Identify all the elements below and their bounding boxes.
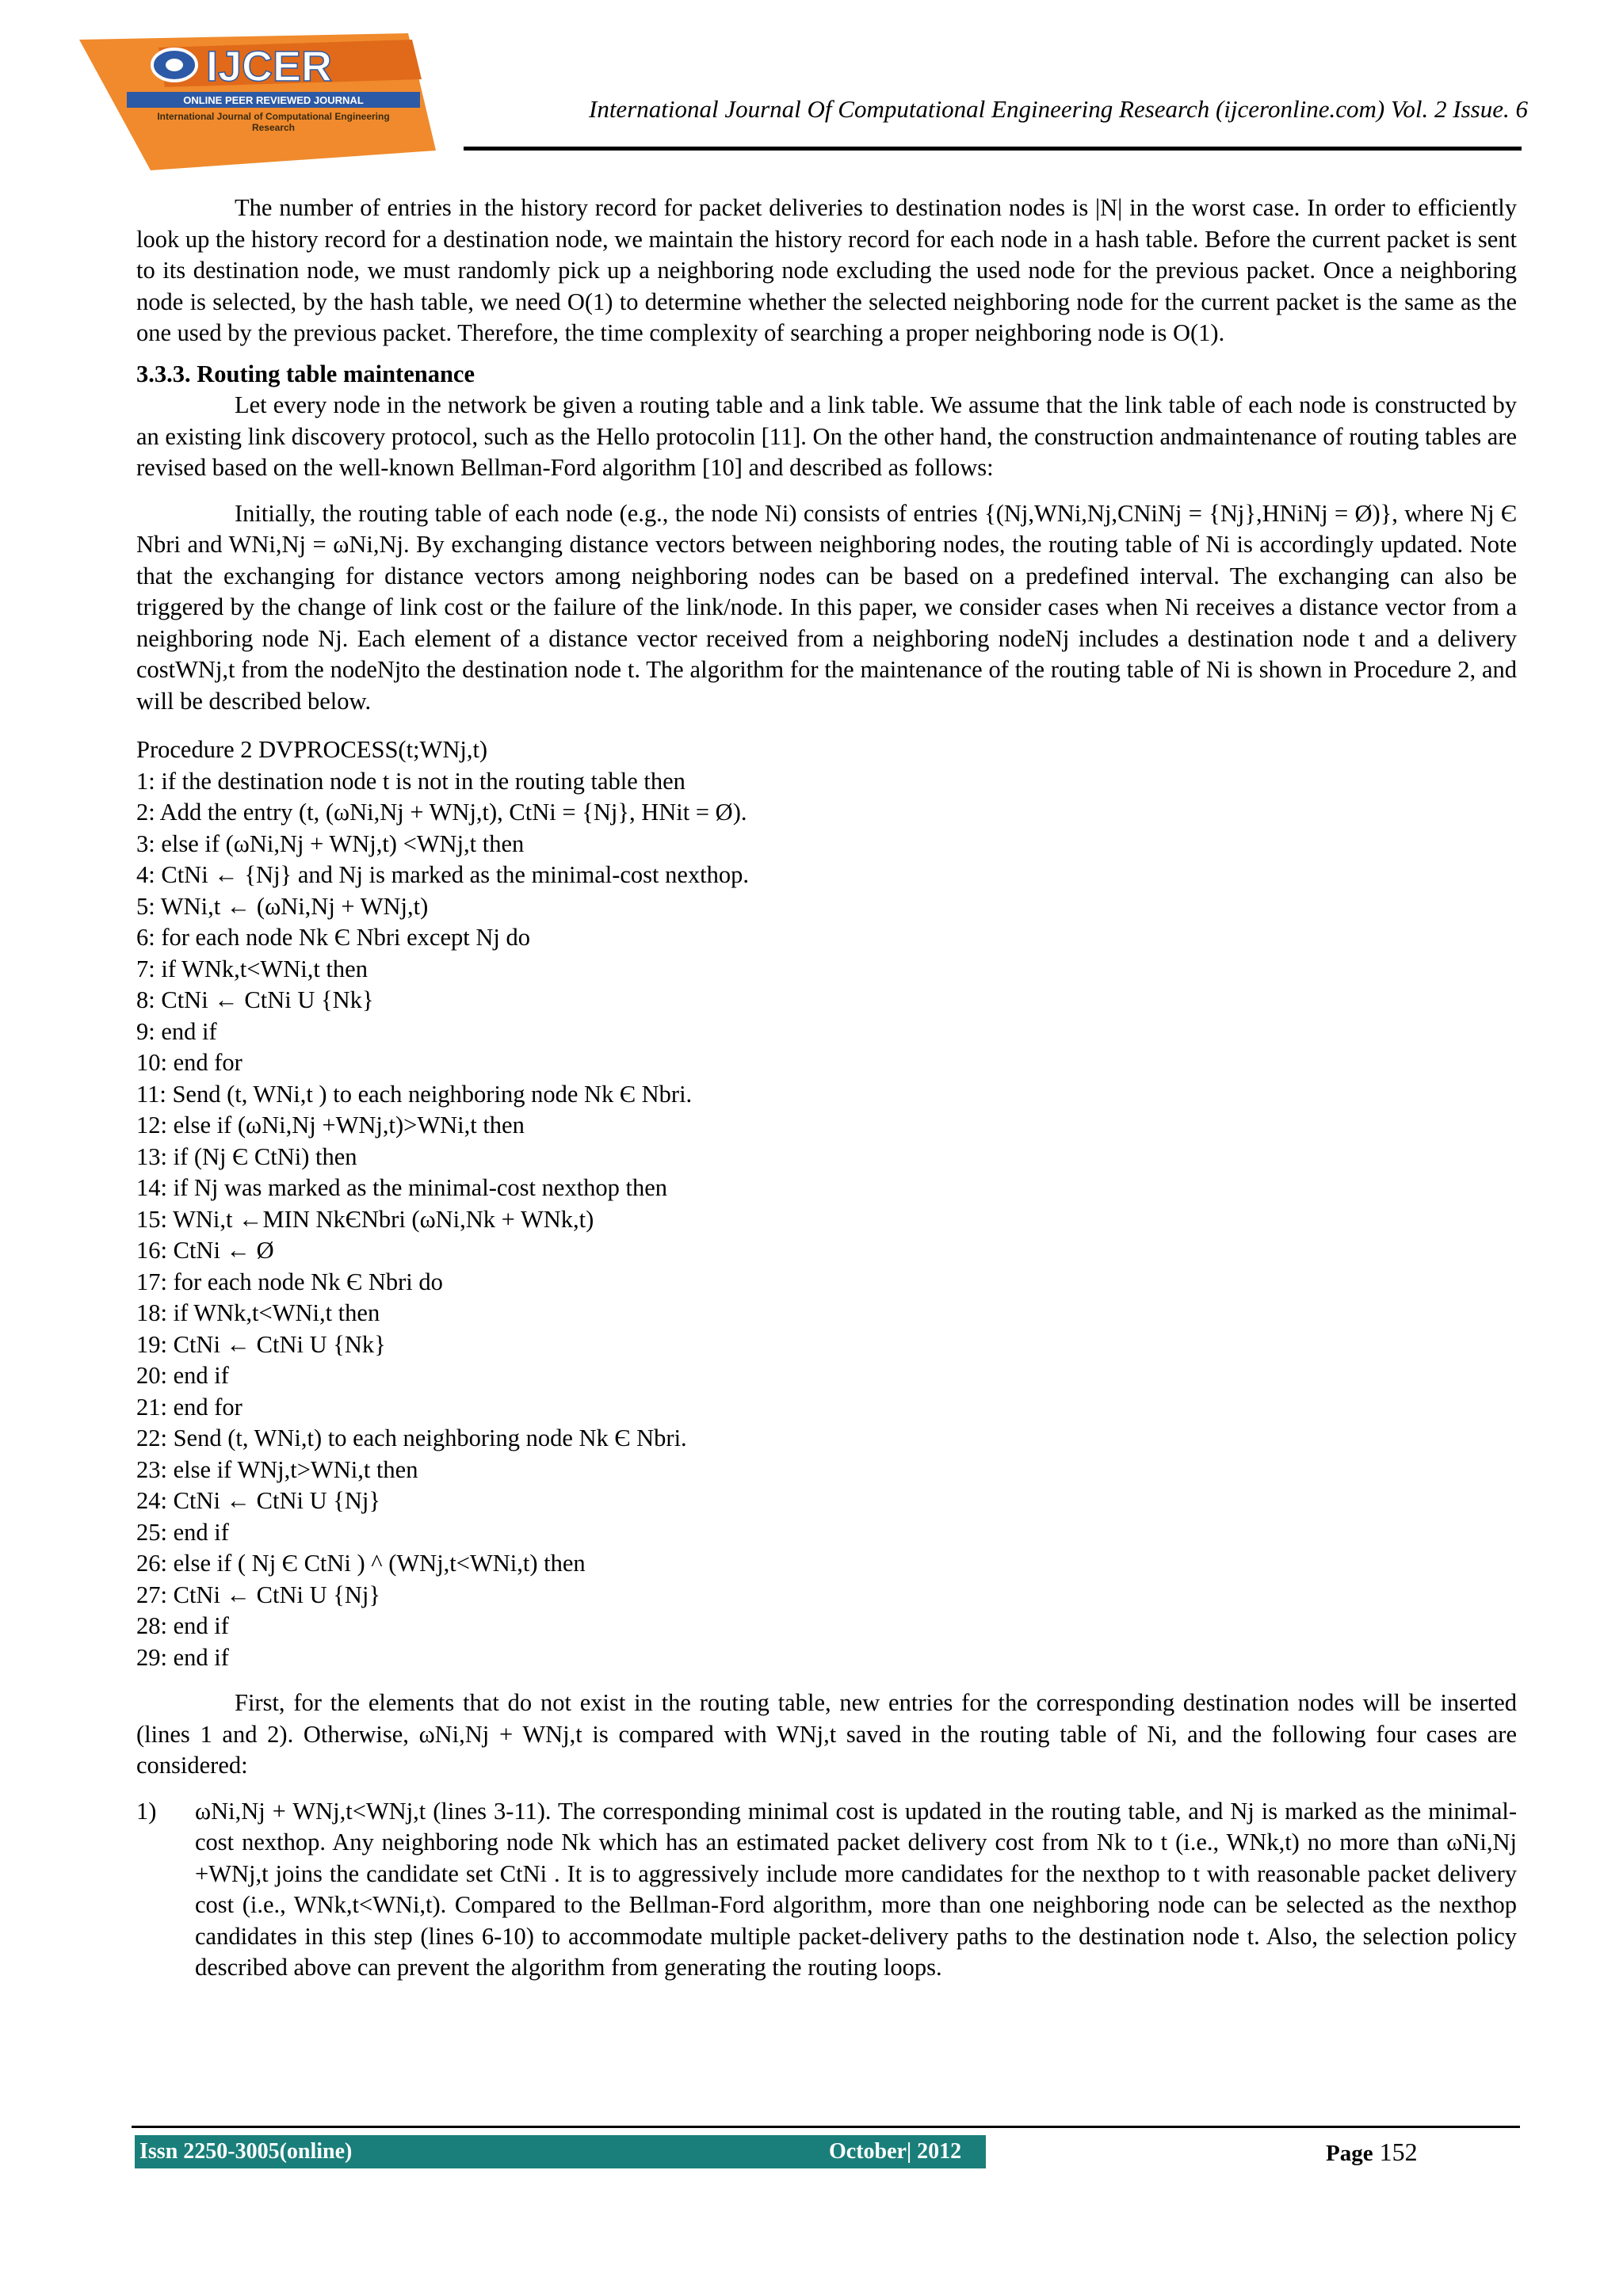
procedure-line: 1: if the destination node t is not in the routing table then	[136, 767, 685, 795]
procedure-line: 16: CtNi ← Ø	[136, 1237, 274, 1264]
procedure-line: 17: for each node Nk Є Nbri do	[136, 1268, 443, 1295]
procedure-line: 8: CtNi ← CtNi U {Nk}	[136, 986, 374, 1013]
footer-page-label: Page	[1326, 2141, 1373, 2166]
journal-logo	[79, 32, 436, 170]
page-body	[136, 193, 1517, 1984]
list-item-text: ωNi,Nj + WNj,t<WNj,t (lines 3-11). The corresponding minimal cost is updated in the routing table, and Nj is marked as the minimal-cost nexthop. Any neighboring node Nk which has an estimated packet delivery cost from Nk to t (i.e., WNk,t) no more than ωNi,Nj +WNj,t joins the candidate set CtNi . It is to aggressively include more candidates for the nexthop to t with reasonable packet delivery cost (i.e., WNk,t<WNi,t). Compared to the Bellman-Ford algorithm, more than one neighboring node can be selected as the nexthop candidates in this step (lines 6-10) to accommodate multiple packet-delivery paths to the destination node t. Also, the selection policy described above can prevent the algorithm from generating the routing loops.	[195, 1797, 1517, 1981]
footer-rule	[132, 2126, 1520, 2128]
paragraph-initial-routing: Initially, the routing table of each node (e.g., the node Ni) consists of entries {(Nj,WNi,Nj,CNiNj = {Nj},HNiNj = Ø)}, where Nj Є Nbri and WNi,Nj = ωNi,Nj. By exchanging distance vectors between neighboring nodes, the routing table of Ni is accordingly updated. Note that the exchanging for distance vectors among neighboring nodes can be based on a predefined interval. The exchanging can also be triggered by the change of link cost or the failure of the link/node. In this paper, we consider cases when Ni receives a distance vector from a neighboring node Nj. Each element of a distance vector received from a neighboring nodeNj includes a destination node t and a delivery costWNj,t from the nodeNjto the destination node t. The algorithm for the maintenance of the routing table of Ni is shown in Procedure 2, and will be described below.	[136, 499, 1517, 715]
procedure-line: 10: end for	[136, 1049, 242, 1076]
procedure-line: 7: if WNk,t<WNi,t then	[136, 955, 368, 982]
page-number: 152	[1379, 2138, 1418, 2166]
procedure-line: 26: else if ( Nj Є CtNi ) ^ (WNj,t<WNi,t) then	[136, 1550, 586, 1577]
procedure-line: 21: end for	[136, 1393, 242, 1421]
procedure-line: 3: else if (ωNi,Nj + WNj,t) <WNj,t then	[136, 830, 525, 857]
procedure-line: 18: if WNk,t<WNi,t then	[136, 1299, 380, 1326]
paragraph-routing-intro: Let every node in the network be given a routing table and a link table. We assume that the link table of each node is constructed by an existing link discovery protocol, such as the Hello protocolin [11]. On the other hand, the construction andmaintenance of routing tables are revised based on the well-known Bellman-Ford algorithm [10] and described as follows:	[136, 391, 1517, 481]
procedure-line: 14: if Nj was marked as the minimal-cost nexthop then	[136, 1174, 668, 1201]
procedure-line: 4: CtNi ← {Nj} and Nj is marked as the minimal-cost nexthop.	[136, 861, 750, 888]
footer-date: October| 2012	[829, 2139, 962, 2164]
footer-issn: Issn 2250-3005(online)	[139, 2139, 353, 2164]
procedure-line: 9: end if	[136, 1017, 217, 1045]
procedure-line: 11: Send (t, WNi,t ) to each neighboring node Nk Є Nbri.	[136, 1080, 693, 1108]
procedure-line: 29: end if	[136, 1643, 229, 1671]
footer-page-number	[1326, 2138, 1418, 2167]
journal-header-title: International Journal Of Computational Engineering Research (ijceronline.com) Vol. 2 Issue. 6	[589, 95, 1528, 123]
list-item-number: 1)	[136, 1797, 157, 1825]
procedure-line: 28: end if	[136, 1612, 229, 1639]
procedure-line: 22: Send (t, WNi,t) to each neighboring node Nk Є Nbri.	[136, 1425, 687, 1451]
procedure-line: 25: end if	[136, 1518, 229, 1546]
header-rule	[464, 147, 1522, 151]
procedure-line: 24: CtNi ← CtNi U {Nj}	[136, 1487, 381, 1514]
procedure-line: 5: WNi,t ← (ωNi,Nj + WNj,t)	[136, 892, 429, 920]
procedure-line: 6: for each node Nk Є Nbri except Nj do	[136, 924, 530, 951]
procedure-line: 23: else if WNj,t>WNi,t then	[136, 1455, 418, 1483]
procedure-listing	[136, 734, 1517, 1673]
procedure-line: 12: else if (ωNi,Nj +WNj,t)>WNi,t then	[136, 1112, 525, 1138]
paragraph-history-record: The number of entries in the history record for packet deliveries to destination nodes is |N| in the worst case. In order to efficiently look up the history record for a destination node, we maintain the history record for each node in a hash table. Before the current packet is sent to its destination node, we must randomly pick up a neighboring node excluding the used node for the previous packet. Once a neighboring node is selected, by the hash table, we need O(1) to determine whether the selected neighboring node for the current packet is the same as the one used by the previous packet. Therefore, the time complexity of searching a proper neighboring node is O(1).	[136, 194, 1517, 346]
procedure-line: 13: if (Nj Є CtNi) then	[136, 1142, 357, 1170]
section-heading: 3.3.3. Routing table maintenance	[136, 360, 475, 387]
list-item	[136, 1796, 1517, 1984]
procedure-title: Procedure 2 DVPROCESS(t;WNj,t)	[136, 736, 488, 763]
paragraph-cases-intro: First, for the elements that do not exist in the routing table, new entries for the corresponding destination nodes will be inserted (lines 1 and 2). Otherwise, ωNi,Nj + WNj,t is compared with WNj,t saved in the routing table of Ni, and the following four cases are considered:	[136, 1689, 1517, 1779]
procedure-line: 27: CtNi ← CtNi U {Nj}	[136, 1581, 381, 1608]
procedure-line: 19: CtNi ← CtNi U {Nk}	[136, 1330, 386, 1358]
procedure-line: 20: end if	[136, 1362, 229, 1389]
logo-wordmark: IJCER	[206, 43, 333, 90]
procedure-line: 15: WNi,t ←MIN NkЄNbri (ωNi,Nk + WNk,t)	[136, 1205, 594, 1233]
logo-subtitle: International Journal of Computational Engineering Research	[157, 111, 390, 133]
procedure-line: 2: Add the entry (t, (ωNi,Nj + WNj,t), CtNi = {Nj}, HNit = Ø).	[136, 799, 747, 826]
logo-tagline: ONLINE PEER REVIEWED JOURNAL	[183, 94, 364, 106]
